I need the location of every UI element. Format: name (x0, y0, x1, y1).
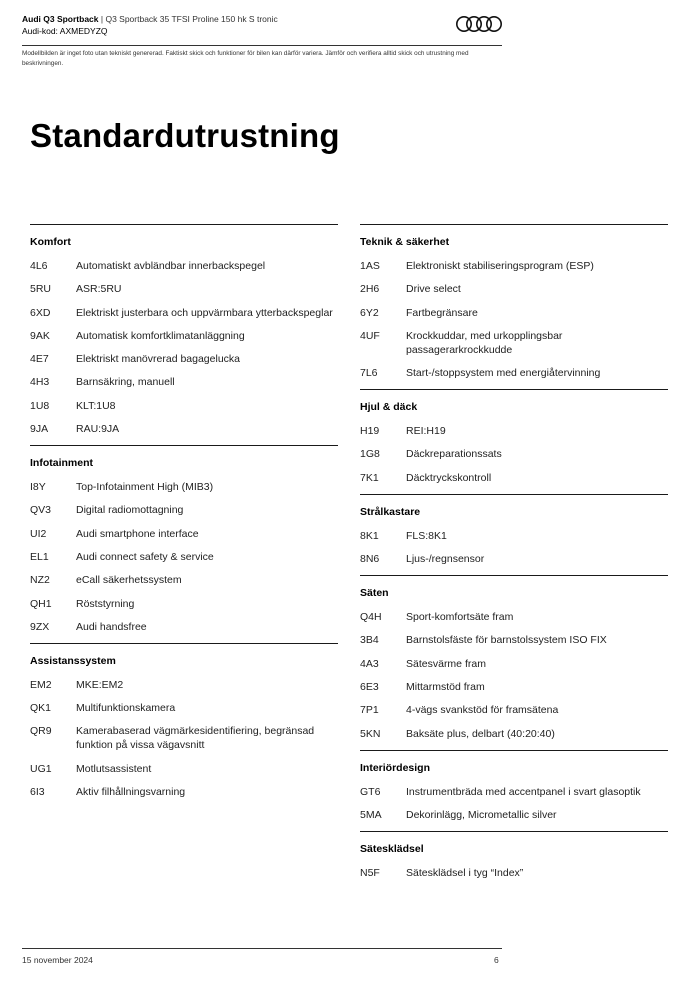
header-audi-code: Audi-kod: AXMEDYZQ (22, 26, 108, 36)
equipment-row (360, 785, 668, 799)
equipment-code: 4A3 (360, 657, 379, 670)
equipment-section (360, 831, 668, 880)
equipment-description: eCall säkerhetssystem (76, 574, 182, 587)
equipment-description: Barnstolsfäste för barnstolssystem ISO FIX (406, 634, 607, 647)
header-divider (22, 45, 502, 46)
equipment-row (360, 471, 668, 485)
equipment-row (30, 422, 338, 436)
equipment-description: Digital radiomottagning (76, 504, 184, 517)
equipment-row (360, 680, 668, 694)
page-title: Standardutrustning (30, 117, 340, 154)
equipment-description: Elektroniskt stabiliseringsprogram (ESP) (406, 260, 594, 272)
equipment-row (30, 701, 338, 715)
equipment-section (360, 750, 668, 822)
section-title: Sätesklädsel (360, 842, 424, 855)
equipment-code: 5MA (360, 808, 382, 821)
equipment-row (360, 306, 668, 320)
footer-date: 15 november 2024 (22, 955, 93, 965)
equipment-code: GT6 (360, 785, 381, 798)
equipment-code: NZ2 (30, 574, 50, 587)
equipment-row (360, 657, 668, 671)
equipment-row (360, 610, 668, 624)
equipment-row (360, 633, 668, 647)
equipment-code: 9JA (30, 423, 49, 436)
equipment-description: FLS:8K1 (406, 529, 447, 542)
equipment-row (30, 620, 338, 634)
equipment-code: 6Y2 (360, 306, 379, 319)
equipment-description: Sätesvärme fram (406, 657, 486, 670)
equipment-code: 5RU (30, 283, 52, 296)
equipment-description: Röststyrning (76, 597, 135, 610)
equipment-code: 5KN (360, 727, 381, 740)
equipment-code: 9AK (30, 329, 50, 342)
equipment-description: Fartbegränsare (406, 306, 478, 319)
equipment-row (30, 375, 338, 389)
equipment-description: Automatiskt avbländbar innerbackspegel (76, 260, 266, 272)
section-title: Assistanssystem (30, 654, 116, 667)
equipment-code: 7K1 (360, 471, 379, 484)
equipment-row (30, 329, 338, 343)
equipment-row (30, 352, 338, 366)
equipment-code: EM2 (30, 678, 52, 691)
equipment-code: 3B4 (360, 634, 379, 647)
equipment-code: H19 (360, 425, 380, 438)
equipment-description: Dekorinlägg, Micrometallic silver (406, 808, 557, 821)
equipment-code: EL1 (30, 550, 49, 563)
section-title: Hjul & däck (360, 401, 418, 414)
equipment-row (30, 259, 338, 273)
equipment-row (30, 399, 338, 413)
equipment-code: 1AS (360, 260, 380, 272)
equipment-description: Krockkuddar, med urkopplingsbar passagerarkrockkudde (406, 329, 563, 356)
equipment-description: RAU:9JA (76, 423, 120, 436)
equipment-code: 1G8 (360, 448, 380, 461)
equipment-description: Kamerabaserad vägmärkesidentifiering, begränsad funktion på vissa vägavsnitt (76, 725, 315, 752)
equipment-code: 6XD (30, 306, 51, 319)
equipment-code: 8K1 (360, 529, 379, 542)
equipment-row (360, 424, 668, 438)
equipment-row (360, 808, 668, 822)
audi-rings-logo-icon (455, 15, 503, 33)
equipment-row (30, 785, 338, 799)
equipment-code: 4UF (360, 329, 380, 342)
equipment-description: 4-vägs svankstöd för framsätena (406, 704, 559, 717)
equipment-row (30, 597, 338, 611)
equipment-row (360, 727, 668, 741)
equipment-code: QV3 (30, 504, 52, 517)
disclaimer-text: Modellbilden är inget foto utan tekniskt genererad. Faktiskt skick och funktioner för bilen kan därför variera. Jämför och verifiera alltid skick och utrustning med beskrivningen. (22, 50, 469, 67)
document-header (22, 13, 502, 37)
equipment-description: Sport-komfortsäte fram (406, 611, 514, 624)
equipment-row (360, 366, 668, 380)
equipment-description: Däcktryckskontroll (406, 471, 492, 484)
equipment-code: 7L6 (360, 367, 378, 380)
equipment-column-right (360, 224, 668, 889)
equipment-code: 6I3 (30, 786, 45, 799)
equipment-code: 8N6 (360, 553, 380, 566)
equipment-row (360, 552, 668, 566)
equipment-row (30, 503, 338, 517)
section-title: Infotainment (30, 457, 93, 470)
equipment-description: KLT:1U8 (76, 399, 116, 412)
equipment-description: Mittarmstöd fram (406, 680, 485, 693)
equipment-section (360, 224, 668, 380)
equipment-description: Motlutsassistent (76, 762, 152, 775)
equipment-description: Drive select (406, 283, 461, 296)
equipment-code: QR9 (30, 725, 52, 738)
header-separator: | (98, 14, 106, 24)
equipment-row (360, 703, 668, 717)
equipment-description: Barnsäkring, manuell (76, 376, 175, 389)
equipment-description: Elektriskt justerbara och uppvärmbara ytterbackspeglar (76, 306, 333, 319)
equipment-code: 4E7 (30, 353, 49, 366)
equipment-code: 1U8 (30, 399, 50, 412)
equipment-row (360, 259, 668, 273)
equipment-code: 2H6 (360, 283, 380, 296)
equipment-code: 7P1 (360, 704, 379, 717)
equipment-description: MKE:EM2 (76, 678, 124, 691)
equipment-code: 6E3 (360, 680, 379, 693)
equipment-code: UI2 (30, 527, 47, 540)
section-title: Säten (360, 587, 389, 600)
equipment-section (30, 224, 338, 436)
equipment-description: Däckreparationssats (406, 448, 502, 461)
equipment-row (360, 866, 668, 880)
equipment-description: Elektriskt manövrerad bagagelucka (76, 353, 241, 366)
equipment-row (360, 529, 668, 543)
equipment-description: REI:H19 (406, 425, 446, 438)
equipment-description: Aktiv filhållningsvarning (76, 786, 186, 799)
equipment-description: Audi connect safety & service (76, 550, 214, 563)
equipment-description: Audi smartphone interface (76, 527, 199, 540)
page-number: 6 (494, 955, 499, 965)
equipment-description: Start-/stoppsystem med energiåtervinning (406, 367, 601, 380)
footer-divider (22, 948, 502, 949)
equipment-code: 4H3 (30, 376, 50, 389)
equipment-row (30, 282, 338, 296)
equipment-section (360, 389, 668, 485)
equipment-code: QK1 (30, 702, 52, 715)
equipment-section (360, 575, 668, 740)
equipment-row (360, 282, 668, 296)
section-title: Interiördesign (360, 761, 431, 774)
equipment-row (360, 329, 668, 357)
header-model-line (22, 13, 502, 25)
equipment-code: N5F (360, 866, 380, 879)
equipment-row (30, 573, 338, 587)
equipment-section (30, 445, 338, 634)
header-variant: Q3 Sportback 35 TFSI Proline 150 hk S tronic (105, 14, 278, 24)
equipment-description: Baksäte plus, delbart (40:20:40) (406, 727, 555, 740)
equipment-row (360, 447, 668, 461)
equipment-description: Audi handsfree (76, 620, 147, 633)
equipment-row (30, 550, 338, 564)
section-title: Teknik & säkerhet (360, 236, 450, 248)
equipment-row (30, 480, 338, 494)
equipment-code: 9ZX (30, 620, 50, 633)
equipment-code: Q4H (360, 611, 382, 624)
equipment-description: Ljus-/regnsensor (406, 553, 485, 566)
equipment-section (30, 643, 338, 799)
equipment-row (30, 724, 338, 752)
section-title: Strålkastare (360, 505, 421, 518)
equipment-code: I8Y (30, 481, 46, 494)
header-model: Audi Q3 Sportback (22, 14, 99, 24)
equipment-description: Automatisk komfortklimatanläggning (76, 329, 245, 342)
equipment-description: ASR:5RU (76, 283, 122, 296)
equipment-row (30, 527, 338, 541)
equipment-description: Sätesklädsel i tyg “Index” (406, 866, 524, 879)
equipment-description: Instrumentbräda med accentpanel i svart glasoptik (406, 785, 641, 798)
equipment-row (30, 762, 338, 776)
equipment-description: Multifunktionskamera (76, 702, 176, 715)
equipment-row (30, 306, 338, 320)
equipment-column-left (30, 224, 338, 808)
equipment-code: QH1 (30, 597, 52, 610)
equipment-description: Top-Infotainment High (MIB3) (76, 481, 214, 494)
equipment-code: UG1 (30, 762, 52, 775)
section-title: Komfort (30, 236, 71, 248)
equipment-section (360, 494, 668, 566)
equipment-row (30, 678, 338, 692)
equipment-code: 4L6 (30, 260, 48, 272)
